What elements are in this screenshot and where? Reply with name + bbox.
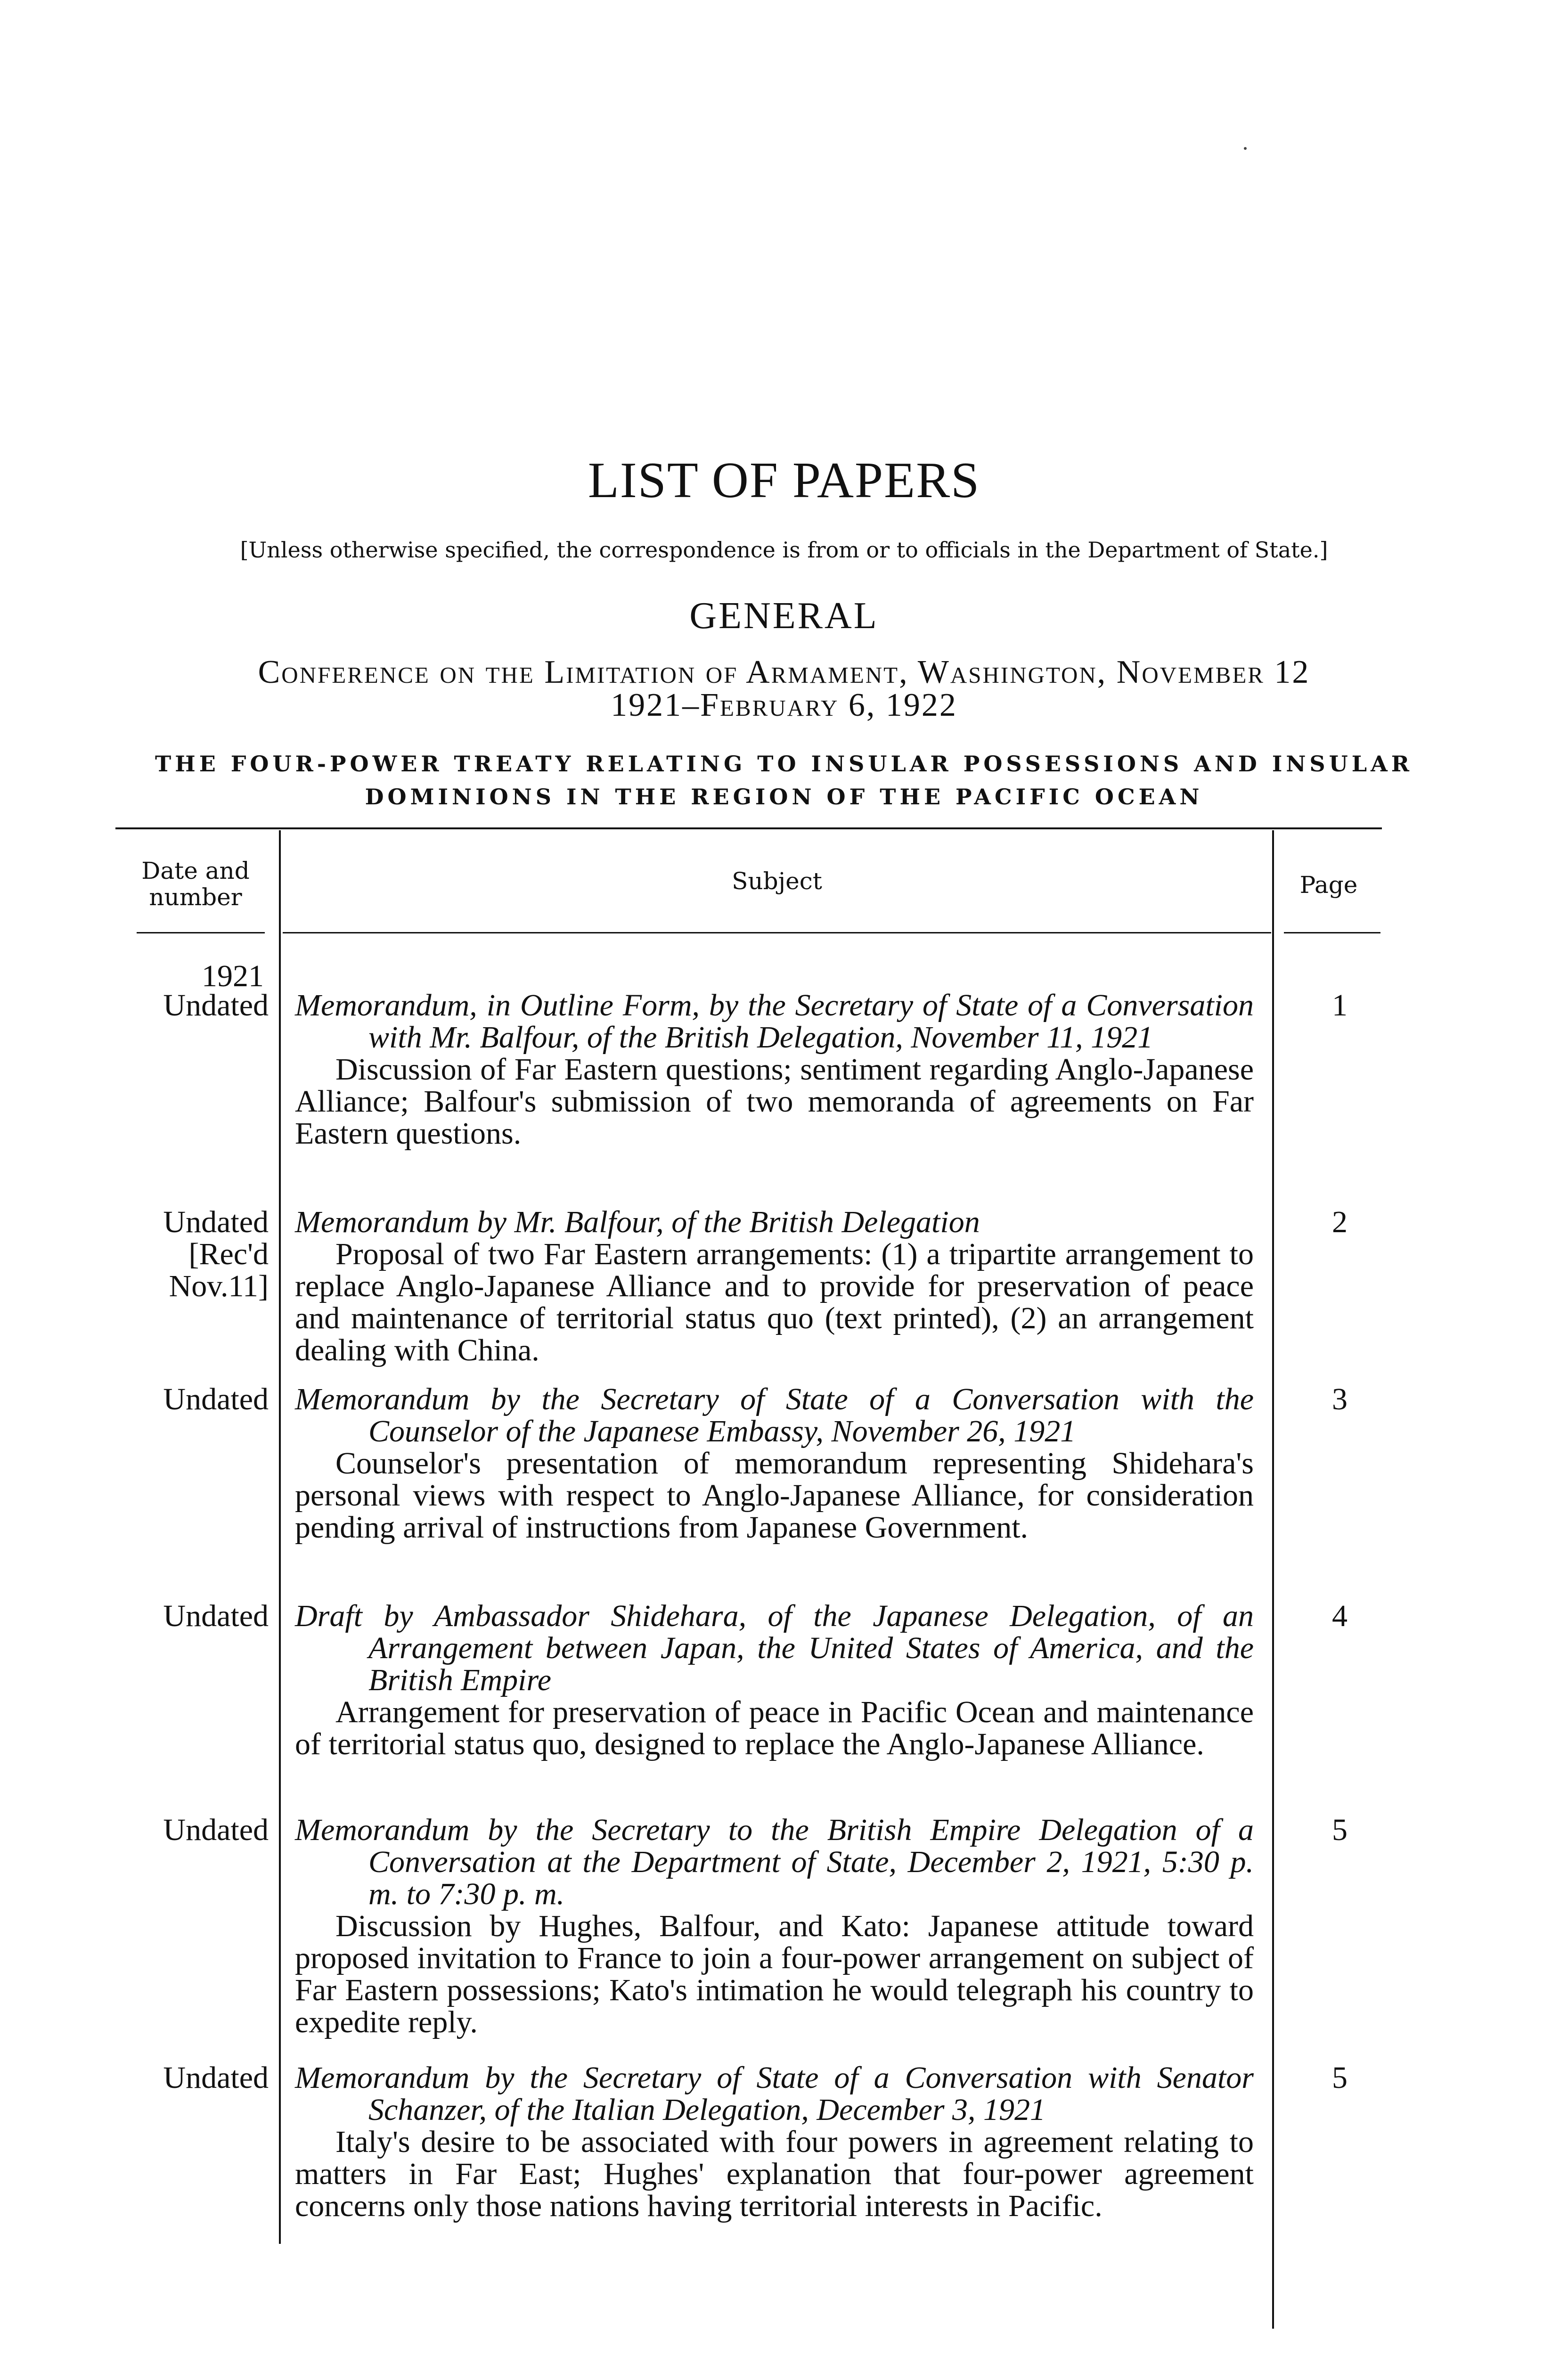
paper-speck (1244, 147, 1247, 150)
entry-title: Memorandum, in Outline Form, by the Secretary of State of a Conversation with Mr. Balfour, of the British Delegation, November 11, 1921 (295, 988, 1254, 1055)
conference-line-1: Conference on the Limitation of Armament, Washington, November 12 (258, 654, 1310, 690)
entry-title: Memorandum by Mr. Balfour, of the British Delegation (295, 1205, 980, 1239)
entry-description: Discussion of Far Eastern questions; sentiment regarding Anglo-Japanese Alliance; Balfour's submission of two memoranda of agreements on Far Eastern questions. (295, 1052, 1254, 1151)
entry-date: Undated (163, 1382, 269, 1416)
column-header-date: Date and number (141, 857, 250, 911)
entry-title: Memorandum by the Secretary of State of a Conversation with the Counselor of the Japanese Embassy, November 26, 1921 (295, 1382, 1254, 1448)
entry-date (108, 1206, 269, 1302)
entry-date-line-2: [Rec'd (188, 1237, 269, 1271)
entry-page: 4 (1332, 1599, 1348, 1633)
entry-description: Proposal of two Far Eastern arrangements: (1) a tripartite arrangement to replace Anglo-Japanese Alliance and to provide for preservation of peace and maintenance of territorial status quo (text printed), (2) an arrangement dealing with China. (295, 1237, 1254, 1367)
entry-date-line-1: Undated (163, 1205, 269, 1239)
column-header-subject: Subject (732, 867, 822, 895)
table-top-rule (115, 827, 1382, 829)
column-divider-left (279, 830, 281, 2244)
entry-date: Undated (163, 2061, 269, 2095)
entry-page: 5 (1332, 1813, 1348, 1847)
entry-page: 2 (1332, 1205, 1348, 1239)
entry-subject (295, 1600, 1254, 1760)
section-heading: GENERAL (689, 595, 879, 637)
entry-subject (295, 990, 1254, 1150)
entry-subject (295, 1206, 1254, 1366)
conference-line-2: 1921–February 6, 1922 (611, 687, 957, 723)
year-label: 1921 (202, 959, 264, 993)
entry-subject (295, 1383, 1254, 1544)
column-header-page: Page (1299, 871, 1358, 899)
treaty-line-2: DOMINIONS IN THE REGION OF THE PACIFIC OCEAN (365, 784, 1203, 810)
header-bottom-rule-left (137, 932, 265, 933)
header-bottom-rule-right (1284, 932, 1380, 933)
entry-description: Discussion by Hughes, Balfour, and Kato: Japanese attitude toward proposed invitation to France to join a four-power arrangement on subject of Far Eastern possessions; Kato's intimation he would telegraph his country to expedite reply. (295, 1909, 1254, 2039)
entry-description: Arrangement for preservation of peace in Pacific Ocean and maintenance of territorial status quo, designed to replace the Anglo-Japanese Alliance. (295, 1695, 1254, 1761)
entry-page: 3 (1332, 1382, 1348, 1416)
header-bottom-rule-middle (283, 932, 1271, 933)
conference-heading (0, 656, 1568, 722)
treaty-heading (0, 747, 1568, 813)
treaty-line-1: THE FOUR-POWER TREATY RELATING TO INSULAR POSSESSIONS AND INSULAR (155, 751, 1413, 777)
entry-date-line-3: Nov.11] (169, 1269, 269, 1303)
editorial-note: [Unless otherwise specified, the correspondence is from or to officials in the Department of State.] (240, 537, 1328, 563)
entry-subject (295, 2062, 1254, 2222)
entry-description: Italy's desire to be associated with four powers in agreement relating to matters in Far East; Hughes' explanation that four-power agreement concerns only those nations having territorial interests in Pacific. (295, 2125, 1254, 2223)
entry-title: Memorandum by the Secretary of State of a Conversation with Senator Schanzer, of the Italian Delegation, December 3, 1921 (295, 2061, 1254, 2127)
column-divider-right (1272, 830, 1274, 2329)
entry-date: Undated (163, 1599, 269, 1633)
entry-subject (295, 1814, 1254, 2038)
entry-page: 1 (1332, 988, 1348, 1023)
entry-date: Undated (163, 988, 269, 1023)
entry-date: Undated (163, 1813, 269, 1847)
entry-description: Counselor's presentation of memorandum representing Shidehara's personal views with respect to Anglo-Japanese Alliance, for consideration pending arrival of instructions from Japanese Government. (295, 1446, 1254, 1545)
page-title: LIST OF PAPERS (588, 452, 980, 508)
entry-title: Memorandum by the Secretary to the British Empire Delegation of a Conversation at the Department of State, December 2, 1921, 5:30 p. m. to 7:30 p. m. (295, 1813, 1254, 1911)
entry-title: Draft by Ambassador Shidehara, of the Japanese Delegation, of an Arrangement between Japan, the United States of America, and the British Empire (295, 1599, 1254, 1697)
entry-page: 5 (1332, 2061, 1348, 2095)
